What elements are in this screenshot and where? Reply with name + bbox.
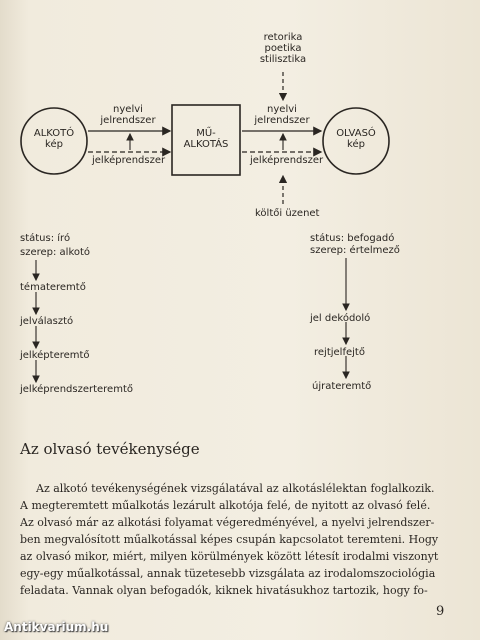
reader-status: státus: befogadó bbox=[310, 233, 395, 244]
sign-label-left: jelképrendszer bbox=[92, 155, 166, 166]
author-node-title: ALKOTÓ bbox=[33, 128, 75, 139]
watermark-logo: Antikvarium.hu bbox=[4, 620, 109, 634]
body-line-1: Az alkotó tevékenységének vizsgálatával az alkotáslélektan foglalkozik. bbox=[36, 482, 435, 495]
artwork-node-label bbox=[172, 128, 240, 150]
lang-label-right bbox=[242, 104, 322, 126]
artwork-node-title-1: MŰ- bbox=[196, 128, 216, 139]
body-line-6: egy-egy műalkotással, annak tüzetesebb vizsgálata az irodalomszociológia bbox=[20, 567, 436, 580]
body-line-7: feladata. Vannak olyan befogadók, kiknek hivatásukhoz tartozik, hogy fo- bbox=[20, 584, 428, 597]
lang-label-left bbox=[88, 104, 168, 126]
poetic-message-label: költői üzenet bbox=[255, 208, 320, 219]
reader-role: szerep: értelmező bbox=[310, 245, 400, 256]
reader-step-3: újrateremtő bbox=[312, 381, 372, 392]
reader-step-1: jel dekódoló bbox=[310, 313, 371, 324]
page-number: 9 bbox=[436, 604, 445, 619]
lang-label-right-2: jelrendszer bbox=[254, 115, 310, 126]
influence-stylistics: stilisztika bbox=[259, 54, 307, 65]
author-node-subtitle: kép bbox=[45, 139, 63, 150]
author-step-1: témateremtő bbox=[20, 282, 86, 293]
author-status: státus: író bbox=[20, 233, 71, 244]
sign-label-right: jelképrendszer bbox=[250, 155, 324, 166]
lang-label-right-1: nyelvi bbox=[267, 104, 297, 115]
influence-poetics: poetika bbox=[264, 43, 302, 54]
lang-label-left-1: nyelvi bbox=[113, 104, 143, 115]
lang-label-left-2: jelrendszer bbox=[100, 115, 156, 126]
section-heading: Az olvasó tevékenysége bbox=[20, 440, 200, 458]
body-line-4: ben megvalósított műalkotással képes csupán kapcsolatot teremteni. Hogy bbox=[20, 533, 439, 546]
author-step-2: jelválasztó bbox=[20, 316, 74, 327]
reader-node-title: OLVASÓ bbox=[336, 128, 376, 139]
body-line-3: Az olvasó már az alkotási folyamat végeredményével, a nyelvi jelrendszer- bbox=[20, 516, 435, 529]
influence-rhetoric: retorika bbox=[263, 32, 303, 43]
top-influences bbox=[243, 32, 323, 65]
artwork-node-title-2: ALKOTÁS bbox=[183, 139, 229, 150]
author-node-label bbox=[24, 128, 84, 150]
author-step-3: jelképteremtő bbox=[20, 350, 90, 361]
author-role: szerep: alkotó bbox=[20, 247, 91, 258]
body-line-2: A megteremtett műalkotás lezárult alkotója felé, de nyitott az olvasó felé. bbox=[20, 499, 431, 512]
body-line-5: az olvasó mikor, miért, milyen körülmények között létesít irodalmi viszonyt bbox=[20, 550, 439, 563]
reader-node-subtitle: kép bbox=[347, 139, 365, 150]
reader-node-label bbox=[326, 128, 386, 150]
reader-step-2: rejtjelfejtő bbox=[314, 347, 365, 358]
section-body bbox=[20, 480, 464, 599]
author-step-4: jelképrendszerteremtő bbox=[20, 384, 133, 395]
